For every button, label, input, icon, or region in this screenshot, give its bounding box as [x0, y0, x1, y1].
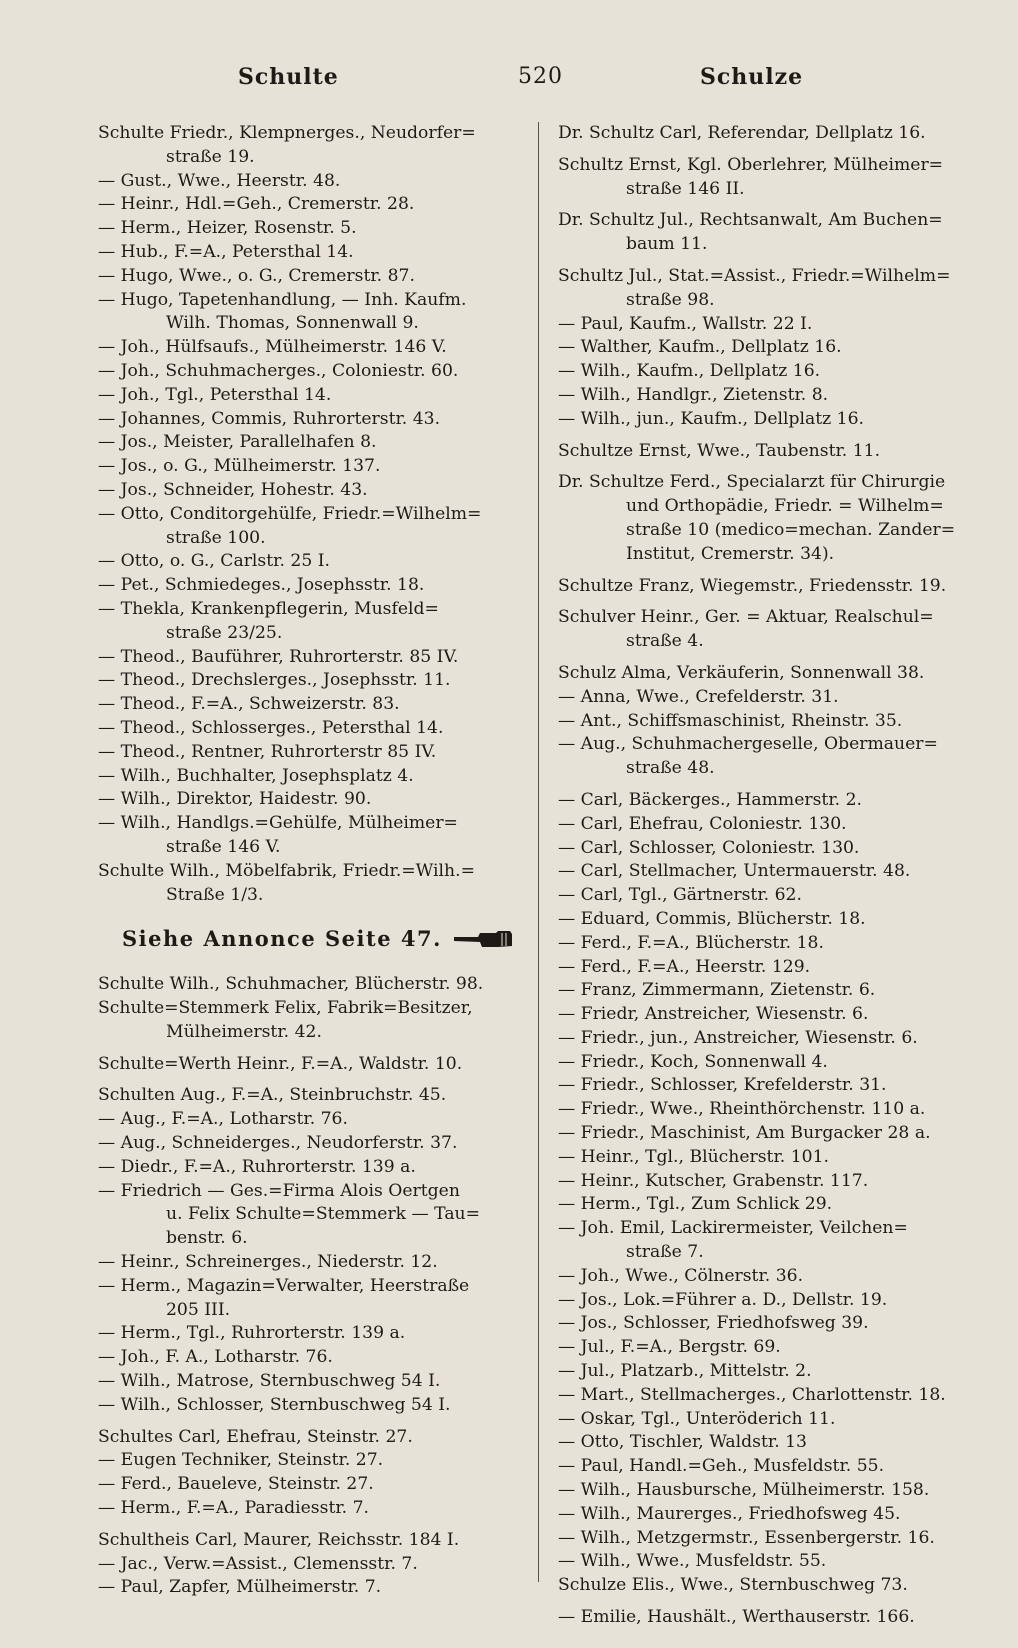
entry-line: — Paul, Handl.=Geh., Musfeldstr. 55. — [558, 1456, 885, 1477]
entry-continuation-line: Wilh. Thomas, Sonnenwall 9. — [166, 313, 419, 334]
directory-entry — [98, 384, 518, 408]
entry-line: — Wilh., jun., Kaufm., Dellplatz 16. — [558, 408, 864, 429]
directory-entry — [558, 1527, 986, 1551]
entry-line: Schultheis Carl, Maurer, Reichsstr. 184 I. — [98, 1529, 460, 1550]
announcement-text: Siehe Annonce Seite 47. — [122, 926, 442, 952]
entry-line: — Ferd., Baueleve, Steinstr. 27. — [98, 1474, 374, 1495]
column-divider — [538, 122, 539, 1582]
directory-entry — [558, 1384, 986, 1408]
entry-line: — Heinr., Tgl., Blücherstr. 101. — [558, 1146, 829, 1167]
entry-line: — Carl, Ehefrau, Coloniestr. 130. — [558, 813, 847, 834]
entry-line: — Otto, o. G., Carlstr. 25 I. — [98, 551, 330, 572]
entry-line: — Ferd., F.=A., Heerstr. 129. — [558, 956, 811, 977]
directory-entry — [98, 217, 518, 241]
directory-entry — [558, 1455, 986, 1479]
entry-line: — Emilie, Haushält., Werthauserstr. 166. — [558, 1607, 915, 1628]
entry-line: Schulze Elis., Wwe., Sternbuschweg 73. — [558, 1575, 908, 1596]
entry-line: — Theod., Rentner, Ruhrorterstr 85 IV. — [98, 741, 437, 762]
entry-line: — Wilh., Handlgs.=Gehülfe, Mülheimer= — [98, 813, 458, 834]
entry-continuation-line: straße 100. — [166, 527, 266, 548]
entry-continuation-line: Institut, Cremerstr. 34). — [626, 543, 835, 564]
entry-line: — Herm., Magazin=Verwalter, Heerstraße — [98, 1275, 470, 1296]
directory-entry — [98, 1553, 518, 1577]
page-number: 520 — [518, 64, 563, 89]
entry-continuation-line: straße 10 (medico=mechan. Zander= — [626, 519, 956, 540]
entry-line: — Wilh., Schlosser, Sternbuschweg 54 I. — [98, 1394, 451, 1415]
directory-entry — [98, 431, 518, 455]
directory-entry — [558, 209, 986, 257]
entry-continuation-line: Straße 1/3. — [166, 884, 264, 905]
directory-entry — [558, 471, 986, 566]
directory-entry — [558, 313, 986, 337]
directory-entry — [558, 1074, 986, 1098]
directory-entry — [558, 979, 986, 1003]
directory-entry — [558, 908, 986, 932]
entry-line: — Otto, Tischler, Waldstr. 13 — [558, 1432, 807, 1453]
directory-entry — [558, 1360, 986, 1384]
left-entries-bottom — [98, 973, 518, 1600]
entry-continuation-line: straße 7. — [626, 1242, 704, 1263]
entry-continuation-line: straße 146 II. — [626, 178, 745, 199]
entry-line: — Friedr., Koch, Sonnenwall 4. — [558, 1051, 828, 1072]
directory-entry — [558, 265, 986, 313]
entry-continuation-line: und Orthopädie, Friedr. = Wilhelm= — [626, 496, 944, 517]
entry-line: — Herm., Tgl., Zum Schlick 29. — [558, 1194, 833, 1215]
directory-entry — [98, 1053, 518, 1077]
directory-entry — [558, 1606, 986, 1630]
entry-continuation-line: u. Felix Schulte=Stemmerk — Tau= — [166, 1204, 481, 1225]
directory-entry — [98, 717, 518, 741]
entry-line: — Jos., Meister, Parallelhafen 8. — [98, 432, 377, 453]
entry-line: — Gust., Wwe., Heerstr. 48. — [98, 170, 341, 191]
directory-entry — [558, 1122, 986, 1146]
entry-line: — Eugen Techniker, Steinstr. 27. — [98, 1450, 384, 1471]
entry-line: — Jos., Schneider, Hohestr. 43. — [98, 479, 368, 500]
entry-line: — Franz, Zimmermann, Zietenstr. 6. — [558, 980, 876, 1001]
entry-line: — Herm., Heizer, Rosenstr. 5. — [98, 218, 357, 239]
entry-line: Schultze Ernst, Wwe., Taubenstr. 11. — [558, 440, 881, 461]
entry-line: — Joh., Wwe., Cölnerstr. 36. — [558, 1265, 804, 1286]
directory-entry — [98, 1370, 518, 1394]
directory-entry — [98, 574, 518, 598]
entry-line: — Aug., F.=A., Lotharstr. 76. — [98, 1109, 348, 1130]
entry-line: Dr. Schultz Carl, Referendar, Dellplatz 16. — [558, 123, 926, 143]
entry-line: — Carl, Stellmacher, Untermauerstr. 48. — [558, 861, 911, 882]
entry-line: — Thekla, Krankenpflegerin, Musfeld= — [98, 598, 439, 619]
entry-line: — Carl, Schlosser, Coloniestr. 130. — [558, 837, 860, 858]
entry-line: — Ant., Schiffsmaschinist, Rheinstr. 35. — [558, 710, 903, 731]
entry-line: — Heinr., Hdl.=Geh., Cremerstr. 28. — [98, 194, 415, 215]
entry-line: — Diedr., F.=A., Ruhrorterstr. 139 a. — [98, 1156, 416, 1177]
directory-entry — [98, 550, 518, 574]
entry-line: — Jos., Lok.=Führer a. D., Dellstr. 19. — [558, 1289, 888, 1310]
directory-entry — [558, 686, 986, 710]
entry-line: — Paul, Zapfer, Mülheimerstr. 7. — [98, 1577, 382, 1598]
entry-continuation-line: baum 11. — [626, 234, 708, 255]
entry-line: Schulte Wilh., Möbelfabrik, Friedr.=Wilh.= — [98, 860, 475, 881]
entry-line: — Friedr., Schlosser, Krefelderstr. 31. — [558, 1075, 887, 1096]
entry-line: Schulte Wilh., Schuhmacher, Blücherstr. 98. — [98, 974, 484, 995]
directory-entry — [98, 1473, 518, 1497]
directory-entry — [98, 193, 518, 217]
pointing-hand-icon — [452, 929, 514, 949]
directory-entry — [558, 813, 986, 837]
entry-line: — Walther, Kaufm., Dellplatz 16. — [558, 337, 842, 358]
directory-entry — [98, 336, 518, 360]
entry-line: — Pet., Schmiedeges., Josephsstr. 18. — [98, 575, 425, 596]
entry-line: Dr. Schultz Jul., Rechtsanwalt, Am Buchen= — [558, 210, 943, 231]
entry-continuation-line: straße 48. — [626, 758, 715, 779]
directory-entry — [558, 733, 986, 781]
directory-entry — [558, 1146, 986, 1170]
directory-entry — [98, 455, 518, 479]
entry-line: Schultes Carl, Ehefrau, Steinstr. 27. — [98, 1426, 413, 1447]
directory-entry — [98, 1251, 518, 1275]
entry-line: — Jos., Schlosser, Friedhofsweg 39. — [558, 1313, 869, 1334]
directory-entry — [98, 1132, 518, 1156]
directory-entry — [558, 789, 986, 813]
entry-continuation-line: straße 23/25. — [166, 622, 283, 643]
entry-line: — Theod., F.=A., Schweizerstr. 83. — [98, 694, 400, 715]
entry-line: — Friedrich — Ges.=Firma Alois Oertgen — [98, 1180, 460, 1201]
entry-line: — Carl, Bäckerges., Hammerstr. 2. — [558, 789, 862, 810]
directory-entry — [98, 997, 518, 1045]
directory-entry — [558, 1574, 986, 1598]
entry-line: — Wilh., Wwe., Musfeldstr. 55. — [558, 1551, 827, 1572]
directory-entry — [98, 241, 518, 265]
entry-line: — Heinr., Schreinerges., Niederstr. 12. — [98, 1252, 438, 1273]
entry-line: — Joh., F. A., Lotharstr. 76. — [98, 1347, 333, 1368]
entry-line: — Friedr., jun., Anstreicher, Wiesenstr. 6. — [558, 1027, 918, 1048]
directory-entry — [98, 122, 518, 170]
left-entries-top — [98, 122, 518, 907]
directory-entry — [558, 1550, 986, 1574]
entry-line: — Joh., Schuhmacherges., Coloniestr. 60. — [98, 360, 459, 381]
directory-entry — [558, 1431, 986, 1455]
directory-entry — [98, 1426, 518, 1450]
directory-entry — [558, 932, 986, 956]
directory-entry — [98, 1156, 518, 1180]
header-right-keyword: Schulze — [700, 64, 804, 90]
directory-entry — [98, 765, 518, 789]
entry-line: — Jul., Platzarb., Mittelstr. 2. — [558, 1361, 812, 1382]
directory-entry — [98, 1346, 518, 1370]
entry-line: — Wilh., Buchhalter, Josephsplatz 4. — [98, 765, 414, 786]
entry-continuation-line: straße 146 V. — [166, 836, 281, 857]
entry-line: — Jul., F.=A., Bergstr. 69. — [558, 1337, 781, 1358]
directory-entry — [558, 662, 986, 686]
directory-entry — [98, 1576, 518, 1600]
entry-continuation-line: straße 4. — [626, 631, 704, 652]
directory-entry — [558, 884, 986, 908]
directory-entry — [98, 1497, 518, 1521]
directory-entry — [98, 669, 518, 693]
directory-entry — [98, 1275, 518, 1323]
directory-entry — [558, 1312, 986, 1336]
entry-line: — Wilh., Handlgr., Zietenstr. 8. — [558, 384, 829, 405]
directory-entry — [558, 1051, 986, 1075]
entry-line: Schultz Ernst, Kgl. Oberlehrer, Mülheimer= — [558, 154, 944, 175]
entry-line: — Ferd., F.=A., Blücherstr. 18. — [558, 932, 824, 953]
entry-line: — Hugo, Wwe., o. G., Cremerstr. 87. — [98, 265, 415, 286]
entry-line: — Theod., Schlosserges., Petersthal 14. — [98, 717, 444, 738]
entry-continuation-line: benstr. 6. — [166, 1228, 248, 1249]
entry-continuation-line: straße 98. — [626, 289, 715, 310]
directory-entry — [98, 693, 518, 717]
directory-entry — [558, 1479, 986, 1503]
directory-entry — [98, 265, 518, 289]
entry-line: — Heinr., Kutscher, Grabenstr. 117. — [558, 1170, 869, 1191]
entry-line: — Hub., F.=A., Petersthal 14. — [98, 241, 354, 262]
entry-line: — Hugo, Tapetenhandlung, — Inh. Kaufm. — [98, 289, 467, 310]
entry-line: — Joh., Tgl., Petersthal 14. — [98, 384, 332, 405]
entry-line: Schulver Heinr., Ger. = Aktuar, Realschul= — [558, 607, 934, 628]
entry-line: Schulte=Stemmerk Felix, Fabrik=Besitzer, — [98, 998, 473, 1019]
directory-entry — [558, 1408, 986, 1432]
right-column — [558, 122, 986, 1630]
entry-line: Schultz Jul., Stat.=Assist., Friedr.=Wilhelm= — [558, 265, 951, 286]
entry-line: — Friedr., Maschinist, Am Burgacker 28 a. — [558, 1123, 931, 1144]
directory-entry — [558, 384, 986, 408]
entry-line: Schulten Aug., F.=A., Steinbruchstr. 45. — [98, 1085, 447, 1106]
directory-entry — [558, 1193, 986, 1217]
directory-entry — [558, 122, 986, 146]
directory-entry — [558, 1170, 986, 1194]
directory-entry — [558, 408, 986, 432]
directory-entry — [98, 598, 518, 646]
directory-entry — [558, 1217, 986, 1265]
entry-line: — Jac., Verw.=Assist., Clemensstr. 7. — [98, 1553, 418, 1574]
entry-line: Schulte=Werth Heinr., F.=A., Waldstr. 10. — [98, 1053, 463, 1074]
entry-line: Schultze Franz, Wiegemstr., Friedensstr. 19. — [558, 575, 947, 596]
entry-line: — Joh. Emil, Lackirermeister, Veilchen= — [558, 1218, 908, 1239]
directory-entry — [98, 1108, 518, 1132]
entry-line: — Otto, Conditorgehülfe, Friedr.=Wilhelm= — [98, 503, 482, 524]
directory-entry — [558, 1027, 986, 1051]
entry-line: — Friedr., Wwe., Rheinthörchenstr. 110 a. — [558, 1099, 926, 1120]
directory-entry — [98, 1084, 518, 1108]
directory-entry — [558, 606, 986, 654]
directory-entry — [558, 440, 986, 464]
entry-continuation-line: Mülheimerstr. 42. — [166, 1021, 322, 1042]
left-column — [98, 122, 518, 1600]
directory-entry — [98, 1394, 518, 1418]
directory-entry — [98, 360, 518, 384]
entry-line: — Carl, Tgl., Gärtnerstr. 62. — [558, 885, 802, 906]
directory-entry — [558, 1336, 986, 1360]
directory-entry — [558, 1503, 986, 1527]
announcement-line — [122, 917, 518, 961]
entry-line: — Paul, Kaufm., Wallstr. 22 I. — [558, 313, 813, 334]
directory-entry — [98, 408, 518, 432]
directory-entry — [98, 170, 518, 194]
directory-entry — [558, 710, 986, 734]
directory-entry — [558, 1098, 986, 1122]
entry-line: — Johannes, Commis, Ruhrorterstr. 43. — [98, 408, 441, 429]
directory-entry — [98, 973, 518, 997]
entry-line: Schulz Alma, Verkäuferin, Sonnenwall 38. — [558, 662, 925, 683]
directory-entry — [98, 812, 518, 860]
directory-entry — [98, 1529, 518, 1553]
entry-continuation-line: straße 19. — [166, 146, 255, 167]
directory-entry — [558, 1289, 986, 1313]
entry-line: — Wilh., Matrose, Sternbuschweg 54 I. — [98, 1371, 441, 1392]
entry-line: — Wilh., Direktor, Haidestr. 90. — [98, 789, 372, 810]
entry-line: — Mart., Stellmacherges., Charlottenstr. 18. — [558, 1384, 946, 1405]
directory-entry — [98, 1180, 518, 1251]
directory-entry — [558, 575, 986, 599]
entry-line: Dr. Schultze Ferd., Specialarzt für Chirurgie — [558, 472, 946, 493]
directory-entry — [98, 1322, 518, 1346]
directory-entry — [558, 1003, 986, 1027]
directory-entry — [558, 336, 986, 360]
entry-line: — Wilh., Maurerges., Friedhofsweg 45. — [558, 1503, 901, 1524]
directory-entry — [98, 860, 518, 908]
entry-line: — Herm., F.=A., Paradiesstr. 7. — [98, 1498, 370, 1519]
entry-line: — Wilh., Hausbursche, Mülheimerstr. 158. — [558, 1480, 930, 1501]
entry-line: — Theod., Bauführer, Ruhrorterstr. 85 IV. — [98, 646, 459, 667]
entry-line: — Aug., Schneiderges., Neudorferstr. 37. — [98, 1133, 458, 1154]
entry-line: — Jos., o. G., Mülheimerstr. 137. — [98, 456, 381, 477]
entry-line: — Wilh., Metzgermstr., Essenbergerstr. 16. — [558, 1527, 935, 1548]
entry-line: — Joh., Hülfsaufs., Mülheimerstr. 146 V. — [98, 337, 447, 358]
header-left-keyword: Schulte — [238, 64, 339, 90]
directory-entry — [98, 289, 518, 337]
entry-line: Schulte Friedr., Klempnerges., Neudorfer= — [98, 123, 476, 143]
directory-entry — [98, 741, 518, 765]
entry-line: — Herm., Tgl., Ruhrorterstr. 139 a. — [98, 1323, 406, 1344]
directory-entry — [98, 503, 518, 551]
directory-entry — [558, 154, 986, 202]
entry-line: — Anna, Wwe., Crefelderstr. 31. — [558, 686, 839, 707]
entry-line: — Oskar, Tgl., Unteröderich 11. — [558, 1408, 836, 1429]
entry-line: — Friedr, Anstreicher, Wiesenstr. 6. — [558, 1004, 869, 1025]
directory-entry — [98, 1449, 518, 1473]
entry-line: — Theod., Drechslerges., Josephsstr. 11. — [98, 670, 451, 691]
entry-continuation-line: 205 III. — [166, 1299, 231, 1320]
directory-entry — [558, 956, 986, 980]
entry-line: — Aug., Schuhmachergeselle, Obermauer= — [558, 734, 938, 755]
directory-entry — [558, 860, 986, 884]
entry-line: — Wilh., Kaufm., Dellplatz 16. — [558, 361, 821, 382]
right-entries — [558, 122, 986, 1630]
directory-entry — [558, 360, 986, 384]
directory-entry — [558, 1265, 986, 1289]
directory-entry — [98, 646, 518, 670]
directory-entry — [558, 837, 986, 861]
directory-entry — [98, 479, 518, 503]
entry-line: — Eduard, Commis, Blücherstr. 18. — [558, 908, 866, 929]
directory-entry — [98, 788, 518, 812]
